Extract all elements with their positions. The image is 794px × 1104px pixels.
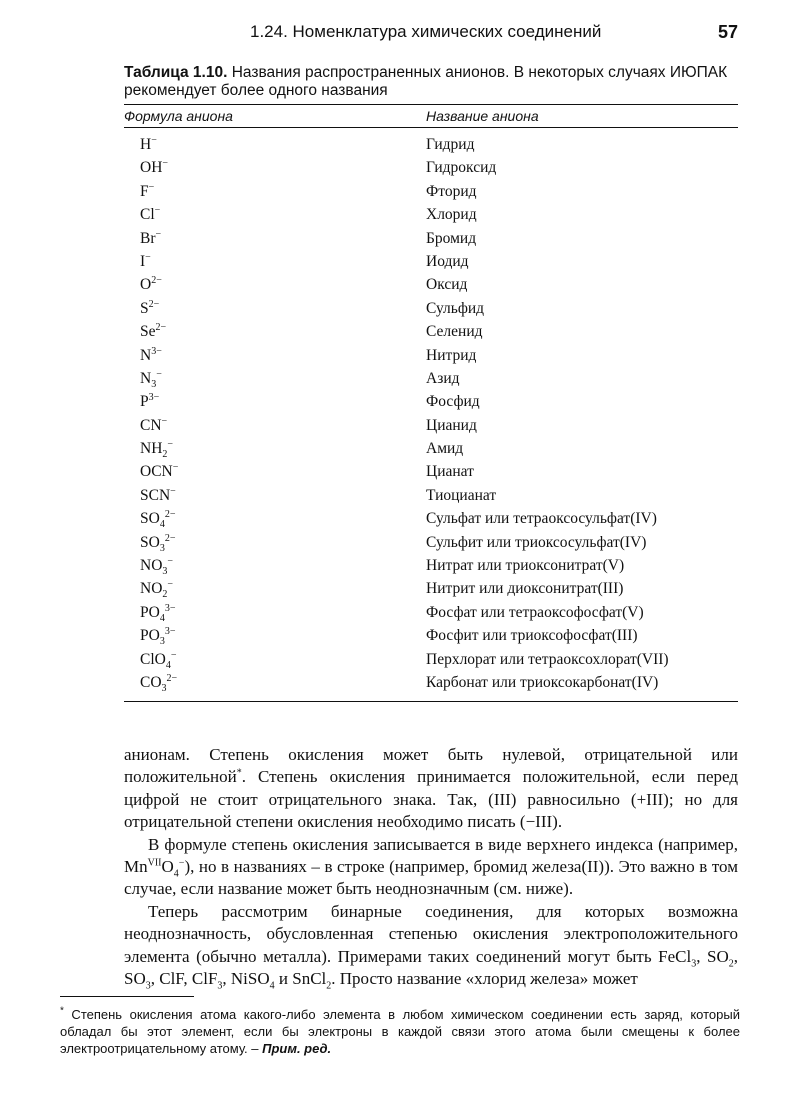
table-row: [124, 532, 738, 555]
table-caption-label: Таблица 1.10.: [124, 64, 228, 81]
anion-formula: $PO_4^{3-}$: [140, 602, 176, 624]
body-text: [124, 744, 738, 990]
anion-name: Перхлорат или тетраоксохлорат(VII): [426, 650, 669, 668]
table-row: [124, 602, 738, 625]
anion-formula: OH−: [140, 158, 169, 177]
anion-formula: $CO_3^{2-}$: [140, 672, 178, 695]
table-row: [124, 204, 738, 227]
table-row: [124, 345, 738, 368]
table-row: [124, 368, 738, 391]
table-row: [124, 625, 738, 648]
table-row: [124, 578, 738, 601]
anion-name: Бромид: [426, 229, 477, 247]
anion-formula: $PO_3^{3-}$: [140, 626, 176, 648]
anion-name: Гидроксид: [426, 159, 497, 177]
table-caption-text: Названия распространенных анионов. В некоторых случаях ИЮПАК рекомендует более одного названия: [124, 64, 728, 99]
table-row: [124, 672, 738, 695]
anion-name: Иодид: [426, 252, 469, 270]
anion-formula: ClO$_4$−: [140, 649, 177, 671]
anion-formula: $NO_3^-$: [140, 555, 174, 578]
paragraph-1: анионам. Степень окисления может быть нулевой, отрицательной или положительной*. Степень окисления принимается положительной, если перед цифрой не стоит отрицательного знака. Так, (III) равносильно (+III); но для отрицательной степени окисления необходимо писать (−III).: [124, 745, 738, 832]
table-row: [124, 461, 738, 484]
table-row: [124, 415, 738, 438]
table-bottom-rule: [124, 701, 738, 702]
running-head-title: 1.24. Номенклатура химических соединений: [250, 22, 602, 41]
table-row: [124, 134, 738, 157]
anion-formula: $NO_2^-$: [140, 579, 174, 601]
anion-name: Селенид: [426, 323, 483, 341]
anion-formula: Br−: [140, 228, 162, 247]
table-row: [124, 438, 738, 461]
footnote: [60, 1006, 740, 1057]
anion-formula: $Se^{2-}$: [140, 321, 167, 341]
anion-name: Хлорид: [426, 206, 477, 224]
anion-table: [124, 104, 738, 702]
footnote-rule: [60, 996, 194, 997]
anion-name: Сульфат или тетраоксосульфат(IV): [426, 510, 657, 528]
anion-name: Фосфид: [426, 393, 480, 411]
table-row: [124, 508, 738, 531]
table-body: [124, 128, 738, 701]
anion-formula: F−: [140, 181, 155, 200]
anion-name: Сульфит или триоксосульфат(IV): [426, 533, 647, 551]
anion-formula: $SO_3^{2-}$: [140, 532, 176, 554]
anion-formula: OCN−: [140, 462, 179, 481]
anion-name: Цианид: [426, 416, 477, 434]
table-row: [124, 251, 738, 274]
anion-name: Карбонат или триоксокарбонат(IV): [426, 673, 659, 691]
table-row: [124, 228, 738, 251]
column-header-name: Название аниона: [426, 108, 539, 124]
anion-formula: $SO_4^{2-}$: [140, 509, 176, 531]
anion-name: Цианат: [426, 463, 474, 481]
table-row: [124, 485, 738, 508]
table-row: [124, 157, 738, 180]
table-row: [124, 321, 738, 344]
footnote-editor-note: Прим. ред.: [262, 1041, 332, 1056]
table-header: [124, 105, 738, 127]
anion-name: Фторид: [426, 182, 477, 200]
anion-formula: $N_3^-$: [140, 368, 162, 390]
anion-formula: $P^{3-}$: [140, 392, 160, 411]
anion-formula: H−: [140, 134, 157, 153]
anion-formula: I−: [140, 251, 151, 270]
anion-formula: $N^{3-}$: [140, 345, 162, 364]
anion-name: Азид: [426, 369, 460, 387]
anion-formula: $O^{2-}$: [140, 275, 162, 294]
anion-name: Нитрит или диоксонитрат(III): [426, 580, 624, 598]
paragraph-3: Теперь рассмотрим бинарные соединения, для которых возможна неоднозначность, обусловленная степенью окисления электроположительного элемента (обычно металла). Примерами таких соединений могут быть FeCl$_3$, $SO_2$, $SO_3$, ClF, ClF$_3$, NiSO$_4$ и SnCl$_2$. Просто название «хлорид железа» может: [124, 901, 739, 992]
footnote-text: * Степень окисления атома какого-либо элемента в любом химическом соединении есть заряд, который обладал бы этот элемент, если бы электроны в каждой связи этого атома были смещены к более электроотрицательному атому. –: [60, 1005, 740, 1056]
anion-name: Сульфид: [426, 299, 485, 317]
anion-formula: SCN−: [140, 485, 176, 504]
anion-name: Амид: [426, 440, 464, 458]
anion-name: Нитрат или триоксонитрат(V): [426, 557, 625, 575]
page-number: 57: [717, 22, 738, 42]
anion-formula: CN−: [140, 415, 168, 434]
table-row: [124, 274, 738, 297]
anion-name: Фосфат или тетраоксофосфат(V): [426, 603, 644, 621]
table-row: [124, 181, 738, 204]
anion-name: Оксид: [426, 276, 468, 294]
table-row: [124, 298, 738, 321]
table-row: [124, 391, 738, 414]
anion-formula: $NH_2^-$: [140, 438, 174, 461]
column-header-formula: Формула аниона: [124, 108, 233, 124]
anion-name: Тиоцианат: [426, 486, 497, 504]
table-row: [124, 555, 738, 578]
anion-formula: $S^{2-}$: [140, 298, 160, 317]
anion-name: Фосфит или триоксофосфат(III): [426, 627, 638, 645]
anion-name: Нитрид: [426, 346, 477, 364]
anion-name: Гидрид: [426, 136, 475, 153]
paragraph-2: В формуле степень окисления записывается в виде верхнего индекса (например, $Mn^{VII}O_4^-$), но в названиях – в строке (например, бромид железа(II)). Это важно в том случае, если название может быть неоднозначным (см. ниже).: [124, 834, 738, 899]
table-caption: [124, 64, 744, 100]
anion-formula: Cl−: [140, 205, 161, 224]
table-row: [124, 649, 738, 672]
running-head: [250, 22, 738, 46]
